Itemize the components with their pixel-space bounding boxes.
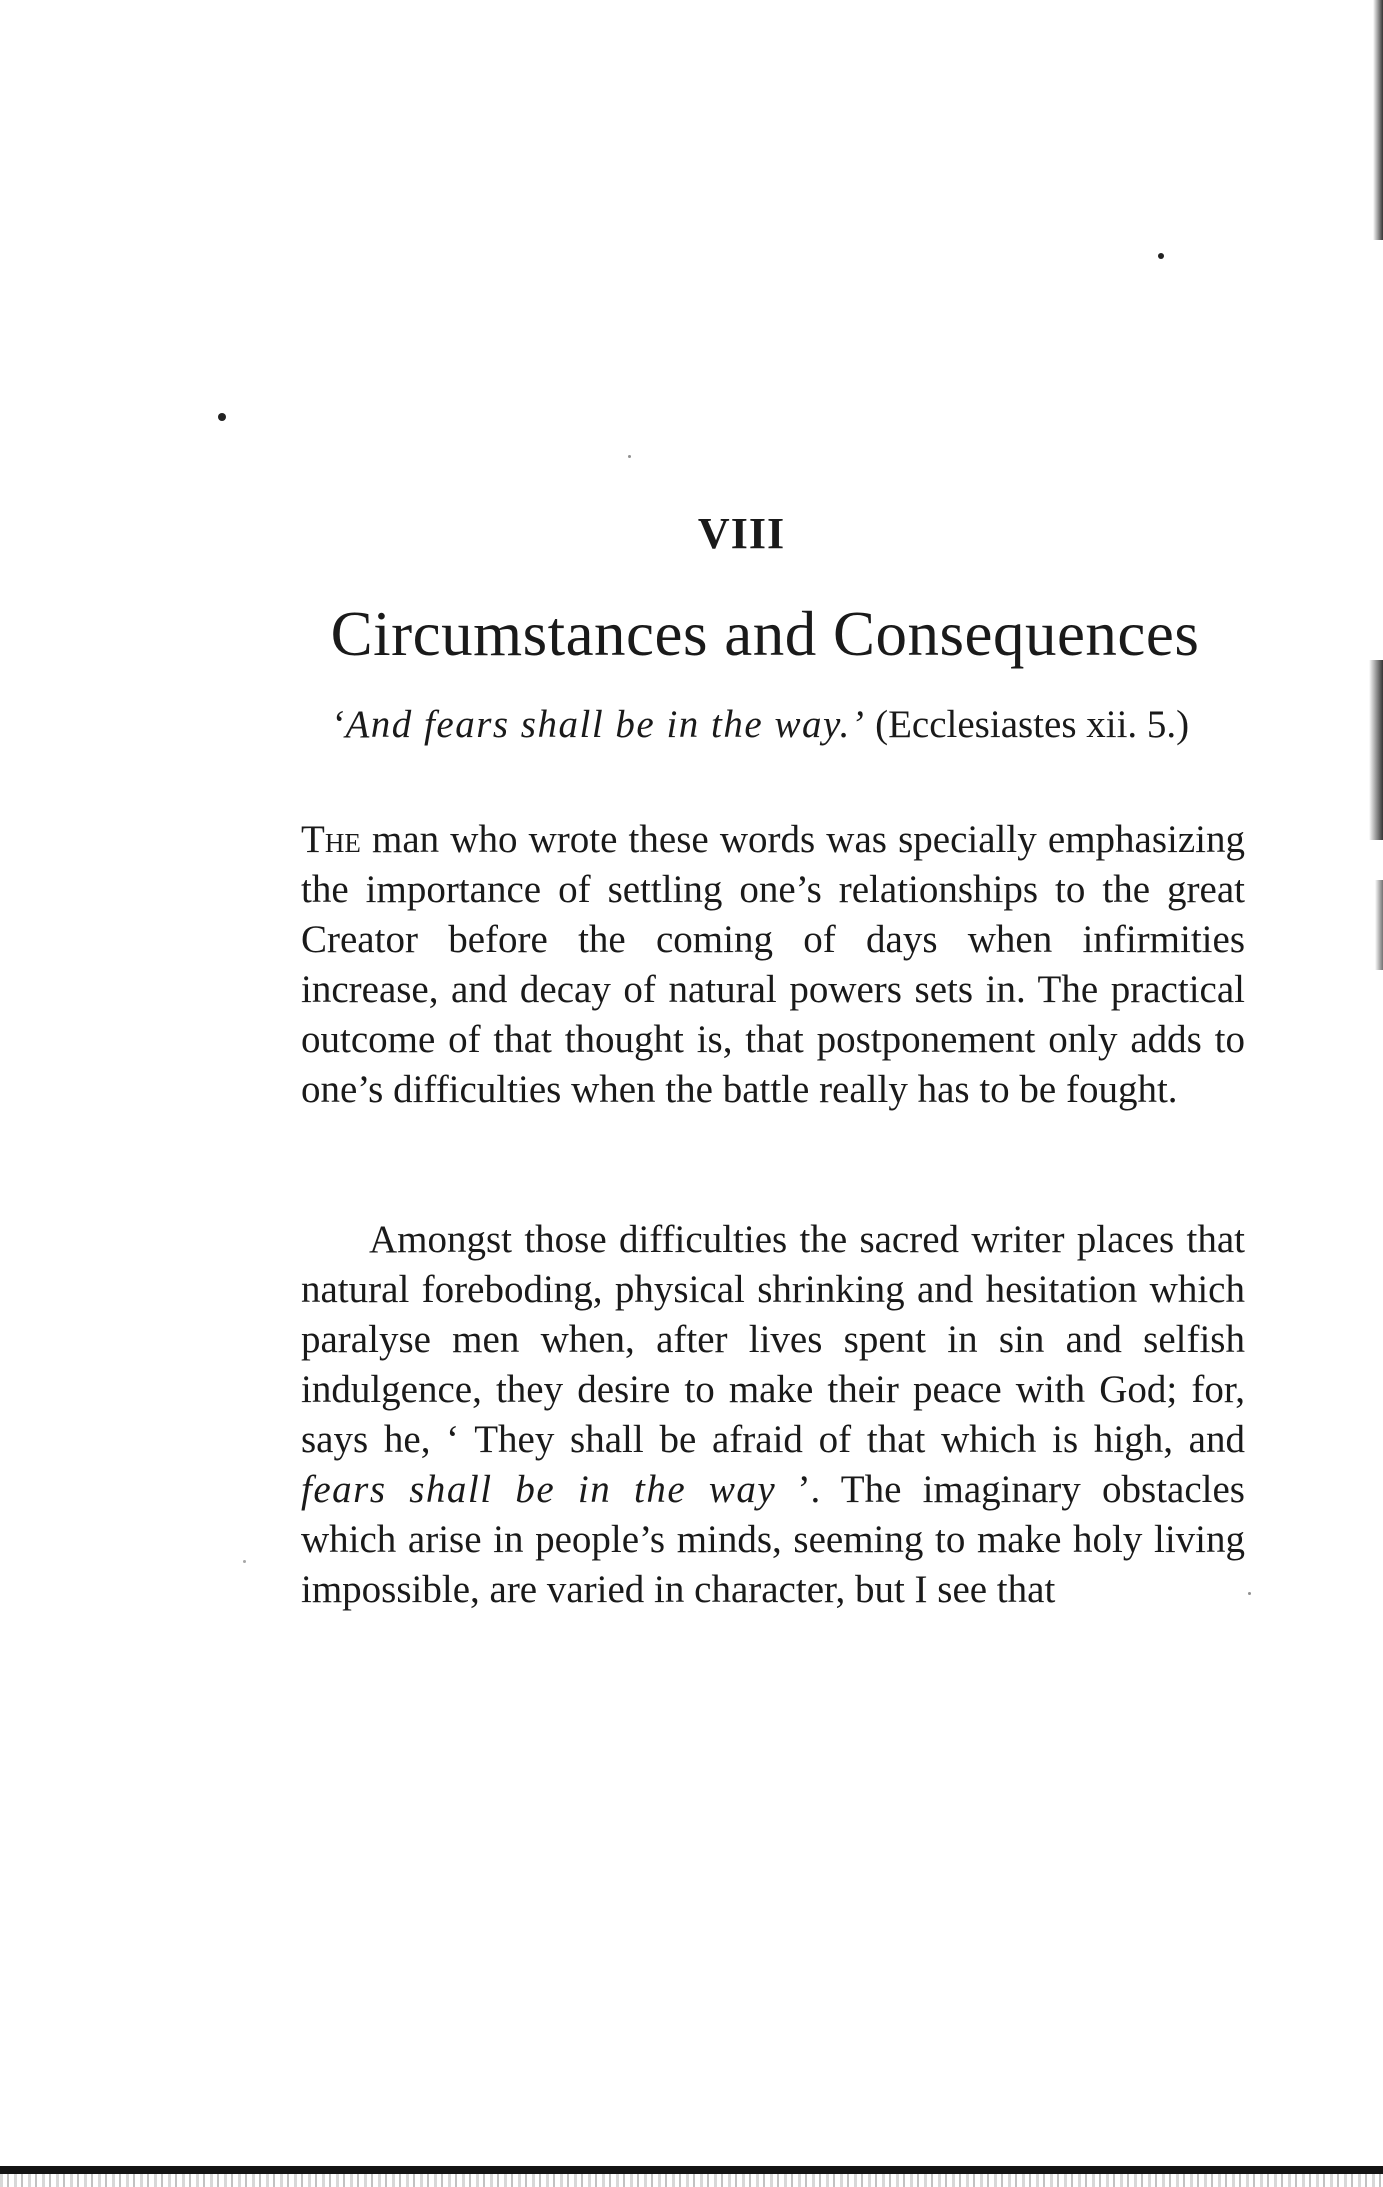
scan-speck (628, 455, 631, 458)
scan-edge-shadow (1375, 880, 1383, 970)
chapter-title: Circumstances and Consequences (330, 599, 1200, 669)
scan-edge-shadow (1373, 0, 1383, 240)
scan-speck (218, 413, 226, 421)
paragraph-2 (301, 1215, 1245, 1615)
scan-speck (1248, 1592, 1251, 1595)
paragraph-emphasis: fears shall be in the way (301, 1468, 777, 1511)
scan-edge-shadow (1369, 660, 1383, 840)
page-bottom-border (0, 2166, 1383, 2174)
epigraph-citation: (Ecclesiastes xii. 5.) (865, 703, 1190, 746)
scan-bottom-noise (0, 2174, 1383, 2187)
chapter-number: VIII (697, 509, 786, 558)
paragraph-1 (301, 815, 1245, 1115)
paragraph-text: man who wrote these words was specially emphasizing the importance of settling one’s relationships to the great Creator before the coming of days when infirmities increase, and decay of natural powers sets in. The practical outcome of that thought is, that postponement only adds to one’s difficulties when the battle really has to be fought. (301, 818, 1245, 1111)
paragraph-text: Amongst those difficulties the sacred writer places that natural foreboding, physical shrinking and hesitation which paralyse men when, after lives spent in sin and selfish indulgence, they desire to make their peace with God; for, says he, ‘ They shall be afraid of that which is high, and (301, 1218, 1245, 1461)
scan-speck (243, 1560, 246, 1563)
paragraph-lead-word: The (301, 818, 361, 861)
scan-speck (1158, 253, 1164, 259)
epigraph-quote: ‘And fears shall be in the way.’ (331, 703, 866, 746)
epigraph (301, 700, 1245, 750)
paragraph-text: ’. The imaginary obstacles which arise in people’s minds, seeming to make holy living impossible, are varied in character, but I see that (301, 1468, 1245, 1611)
